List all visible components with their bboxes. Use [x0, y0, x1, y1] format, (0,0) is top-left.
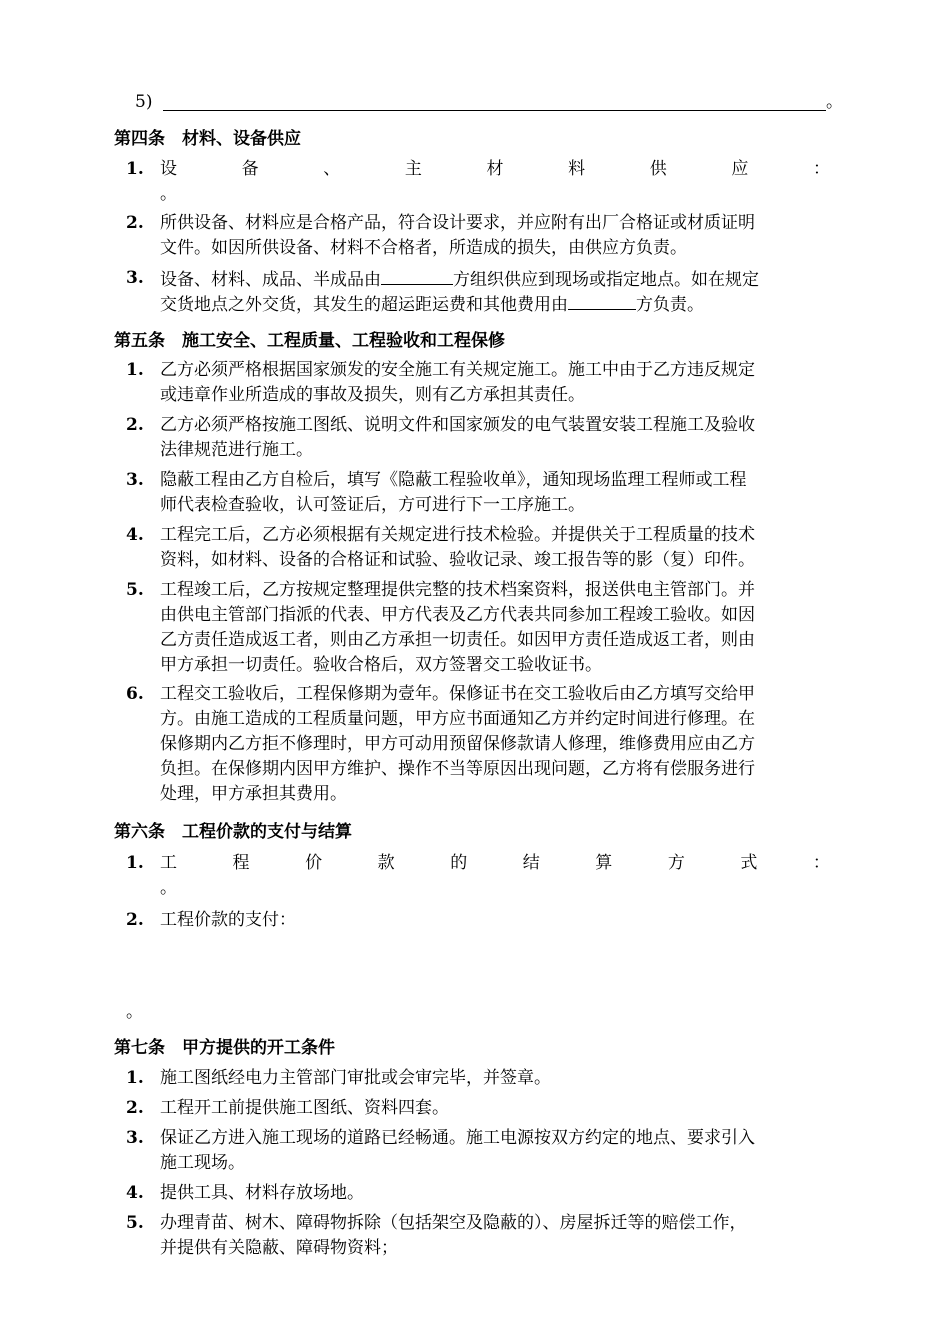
art6-end-mark: 。 [126, 1002, 143, 1022]
article-5-heading: 第五条 施工安全、工程质量、工程验收和工程保修 [114, 331, 505, 351]
art6-item-1-cont: 。 [160, 878, 177, 898]
art5-item-5-num: 5. [126, 580, 144, 600]
art5-item-2-line-1: 乙方必须严格按施工图纸、说明文件和国家颁发的电气装置安装工程施工及验收 [160, 415, 755, 435]
char: 算 [595, 853, 613, 873]
text: 设备、材料、成品、半成品由 [160, 270, 381, 290]
item-5-end: 。 [826, 92, 843, 112]
art5-item-5-line-4: 甲方承担一切责任。验收合格后，双方签署交工验收证书。 [160, 655, 602, 675]
char: 结 [522, 853, 540, 873]
text: 交货地点之外交货，其发生的超运距运费和其他费用由 [160, 295, 568, 315]
art7-item-3-line-2: 施工现场。 [160, 1153, 245, 1173]
char: 价 [305, 853, 323, 873]
art6-item-1-text [160, 853, 830, 873]
char: 的 [450, 853, 468, 873]
art4-item-1-cont: 。 [160, 184, 177, 204]
char: 供 [649, 159, 667, 179]
art4-item-3-num: 3. [126, 268, 144, 288]
art4-item-3-line-2 [160, 293, 704, 315]
fill-blank [568, 293, 636, 310]
art5-item-3-line-2: 师代表检查验收，认可签证后，方可进行下一工序施工。 [160, 495, 585, 515]
art5-item-4-line-2: 资料，如材料、设备的合格证和试验、验收记录、竣工报告等的影（复）印件。 [160, 550, 755, 570]
art5-item-6-line-2: 方。由施工造成的工程质量问题，甲方应书面通知乙方并约定时间进行修理。在 [160, 709, 755, 729]
char: 主 [404, 159, 422, 179]
char: 材 [486, 159, 504, 179]
char: 式 [740, 853, 758, 873]
char: ： [813, 159, 830, 179]
art4-item-2-line-1: 所供设备、材料应是合格产品，符合设计要求，并应附有出厂合格证或材质证明 [160, 213, 755, 233]
art4-item-1-text [160, 159, 830, 179]
fill-blank [381, 268, 453, 285]
art7-item-1-num: 1. [126, 1068, 144, 1088]
art7-item-3-num: 3. [126, 1128, 144, 1148]
art4-item-3-line-1 [160, 268, 759, 290]
art5-item-6-line-3: 保修期内乙方拒不修理时，甲方可动用预留保修款请人修理，维修费用应由乙方 [160, 734, 755, 754]
art7-item-5-num: 5. [126, 1213, 144, 1233]
art5-item-6-line-4: 负担。在保修期内因甲方维护、操作不当等原因出现问题，乙方将有偿服务进行 [160, 759, 755, 779]
char: 方 [667, 853, 685, 873]
art5-item-5-line-3: 乙方责任造成返工者，则由乙方承担一切责任。如因甲方责任造成返工者，则由 [160, 630, 755, 650]
art7-item-5-line-2: 并提供有关隐蔽、障碍物资料； [160, 1238, 398, 1258]
art6-item-1-num: 1. [126, 853, 144, 873]
item-5-label: 5) [135, 92, 153, 112]
art4-item-1-num: 1. [126, 159, 144, 179]
art7-item-5-line-1: 办理青苗、树木、障碍物拆除（包括架空及隐蔽的）、房屋拆迁等的赔偿工作， [160, 1213, 747, 1233]
art4-item-2-num: 2. [126, 213, 144, 233]
art5-item-4-num: 4. [126, 525, 144, 545]
char: 款 [377, 853, 395, 873]
art5-item-5-line-2: 由供电主管部门指派的代表、甲方代表及乙方代表共同参加工程竣工验收。如因 [160, 605, 755, 625]
text: 方组织供应到现场或指定地点。如在规定 [453, 270, 759, 290]
art5-item-2-line-2: 法律规范进行施工。 [160, 440, 313, 460]
art5-item-4-line-1: 工程完工后，乙方必须根据有关规定进行技术检验。并提供关于工程质量的技术 [160, 525, 755, 545]
article-4-heading: 第四条 材料、设备供应 [114, 129, 301, 149]
char: 设 [160, 159, 177, 179]
char: 工 [160, 853, 177, 873]
char: 程 [232, 853, 250, 873]
article-7-heading: 第七条 甲方提供的开工条件 [114, 1038, 335, 1058]
char: 备 [241, 159, 259, 179]
art5-item-3-line-1: 隐蔽工程由乙方自检后，填写《隐蔽工程验收单》，通知现场监理工程师或工程 [160, 470, 747, 490]
art4-item-2-line-2: 文件。如因所供设备、材料不合格者，所造成的损失，由供应方负责。 [160, 238, 687, 258]
art6-item-2-num: 2. [126, 910, 144, 930]
art5-item-6-line-5: 处理，甲方承担其费用。 [160, 784, 347, 804]
art5-item-2-num: 2. [126, 415, 144, 435]
art7-item-4-line-1: 提供工具、材料存放场地。 [160, 1183, 364, 1203]
char: 料 [568, 159, 586, 179]
art5-item-1-line-2: 或违章作业所造成的事故及损失，则有乙方承担其责任。 [160, 385, 585, 405]
item-5-blank-line [163, 92, 826, 111]
char: ： [812, 853, 830, 873]
art7-item-4-num: 4. [126, 1183, 144, 1203]
char: 应 [731, 159, 749, 179]
art5-item-6-num: 6. [126, 684, 144, 704]
art5-item-6-line-1: 工程交工验收后，工程保修期为壹年。保修证书在交工验收后由乙方填写交给甲 [160, 684, 755, 704]
article-6-heading: 第六条 工程价款的支付与结算 [114, 822, 352, 842]
art7-item-2-line-1: 工程开工前提供施工图纸、资料四套。 [160, 1098, 449, 1118]
art7-item-3-line-1: 保证乙方进入施工现场的道路已经畅通。施工电源按双方约定的地点、要求引入 [160, 1128, 755, 1148]
art5-item-5-line-1: 工程竣工后，乙方按规定整理提供完整的技术档案资料，报送供电主管部门。并 [160, 580, 755, 600]
art5-item-3-num: 3. [126, 470, 144, 490]
text: 方负责。 [636, 295, 704, 315]
art5-item-1-num: 1. [126, 360, 144, 380]
art7-item-1-line-1: 施工图纸经电力主管部门审批或会审完毕，并签章。 [160, 1068, 551, 1088]
art6-item-2-text: 工程价款的支付： [160, 910, 296, 930]
char: 、 [323, 159, 341, 179]
art7-item-2-num: 2. [126, 1098, 144, 1118]
art5-item-1-line-1: 乙方必须严格根据国家颁发的安全施工有关规定施工。施工中由于乙方违反规定 [160, 360, 755, 380]
